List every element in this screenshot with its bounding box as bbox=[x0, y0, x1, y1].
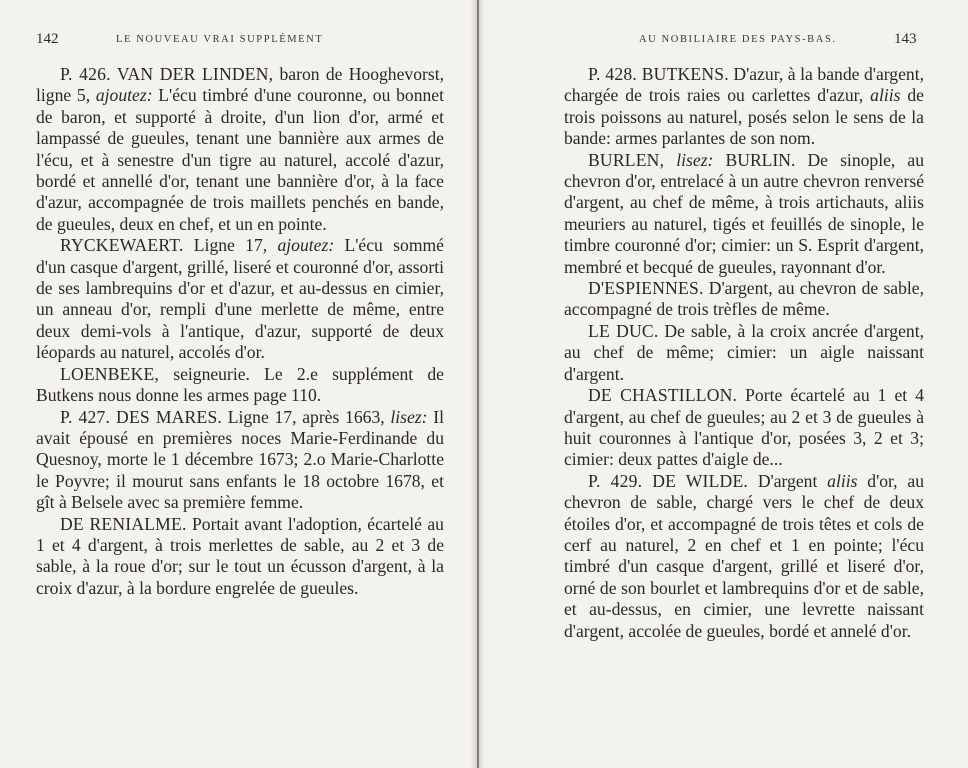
entry-le-duc: LE DUC. De sable, à la croix ancrée d'argent, au chef de même; cimier: un aigle naissant d'argent. bbox=[564, 320, 924, 384]
entry-butkens: P. 428. BUTKENS. D'azur, à la bande d'argent, chargée de trois raies ou carlettes d'azur, aliis de trois poissons au naturel, posés selon le sens de la bande: armes parlantes de son nom. bbox=[564, 64, 924, 149]
entry-van-der-linden: P. 426. VAN DER LINDEN, baron de Hooghevorst, ligne 5, ajoutez: L'écu timbré d'une couronne, ou bonnet de baron, et supporté à droite, d'un lion d'or, armé et lampassé de gueules, tenant une bannière aux armes de l'écu, et à senestre d'un tigre au naturel, accolé d'azur, bordé et annellé d'or, tenant une bannière d'or, à la face d'azur, accompagnée de trois maillets penchés en bande, de gueules, deux en chef, et un en pointe. bbox=[36, 64, 444, 234]
entry-des-mares: P. 427. DES MARES. Ligne 17, après 1663, lisez: Il avait épousé en premières noces Marie-Ferdinande du Quesnoy, morte le 1 décembre 1673; 2.o Marie-Charlotte le Poyvre; il mourut sans enfants le 18 octobre 1678, et gît à Belsele avec sa première femme. bbox=[36, 406, 444, 513]
page-number: 142 bbox=[36, 31, 59, 47]
gutter-binding-line bbox=[477, 0, 479, 768]
page-number: 143 bbox=[894, 31, 917, 47]
entry-d-espiennes: D'ESPIENNES. D'argent, au chevron de sable, accompagné de trois trèfles de même. bbox=[564, 278, 924, 320]
right-page bbox=[484, 0, 968, 768]
text-column bbox=[36, 64, 444, 599]
entry-burlen: BURLEN, lisez: BURLIN. De sinople, au chevron d'or, entrelacé à un autre chevron renversé d'argent, au chef de même, à trois artichauts, aliis meuriers au naturel, tigés et feuillés de sinople, le timbre couronné d'or; cimier: un S. Esprit d'argent, membré et becqué de gueules, rayonnant d'or. bbox=[564, 149, 924, 277]
entry-ryckewaert: RYCKEWAERT. Ligne 17, ajoutez: L'écu sommé d'un casque d'argent, grillé, liseré et couronné d'or, assorti de ses lambrequins d'or et d'azur, et au-dessus en cimier, un anneau d'or, rempli d'une merlette de même, entre deux demi-vols à l'antique, d'azur, supporté de deux léopards au naturel, accolés d'or. bbox=[36, 235, 444, 363]
entry-de-renialme: DE RENIALME. Portait avant l'adoption, écartelé au 1 et 4 d'argent, à trois merlettes de sable, au 2 et 3 de sable, à la roue d'or; sur le tout un écusson d'argent, à la croix d'azur, à la bordure engrelée de gueules. bbox=[36, 513, 444, 598]
entry-de-chastillon: DE CHASTILLON. Porte écartelé au 1 et 4 d'argent, au chef de gueules; au 2 et 3 de gueules à huit couronnes à l'antique d'or, posées 3, 2 et 3; cimier: deux pattes d'aigle de... bbox=[564, 385, 924, 470]
text-column bbox=[564, 64, 924, 642]
entry-de-wilde: P. 429. DE WILDE. D'argent aliis d'or, au chevron de sable, chargé vers le chef de deux étoiles d'or, et accompagné de trois têtes et cols de cerf au naturel, 2 en chef et 1 en pointe; l'écu timbré d'un casque d'argent, grillé et liseré d'or, orné de son bourlet et lambrequins d'or et de sable, et au-dessus, en cimier, une levrette naissant d'argent, accolée de gueules, bordé et annelé d'or. bbox=[564, 470, 924, 641]
entry-loenbeke: LOENBEKE, seigneurie. Le 2.e supplément de Butkens nous donne les armes page 110. bbox=[36, 363, 444, 406]
left-page bbox=[0, 0, 470, 768]
running-head: LE NOUVEAU VRAI SUPPLÉMENT bbox=[116, 34, 324, 45]
running-head: AU NOBILIAIRE DES PAYS-BAS. bbox=[639, 34, 837, 45]
